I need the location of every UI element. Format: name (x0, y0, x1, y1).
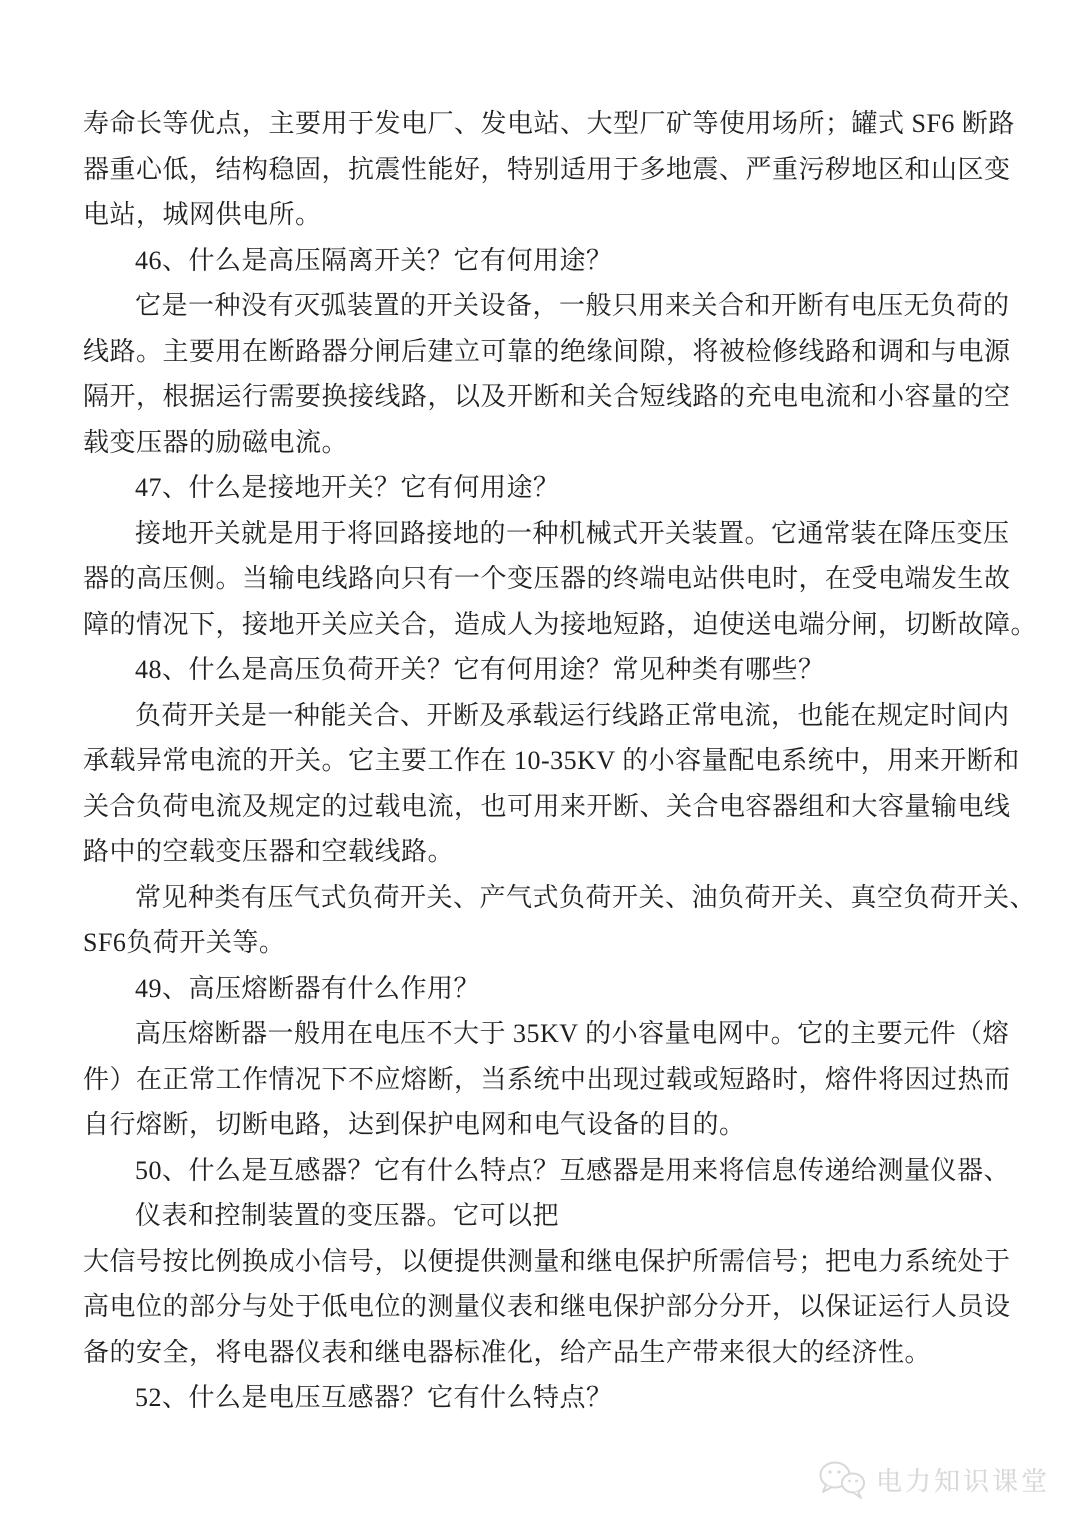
text-line: 高压熔断器一般用在电压不大于 35KV 的小容量电网中。它的主要元件（熔 (135, 1019, 1010, 1048)
text-line: 件）在正常工作情况下不应熔断，当系统中出现过载或短路时，熔件将因过热而 (83, 1064, 1011, 1094)
text-line: 路中的空载变压器和空载线路。 (83, 837, 455, 866)
text-line: 常见种类有压气式负荷开关、产气式负荷开关、油负荷开关、真空负荷开关、 (135, 882, 1037, 912)
text-line: 它是一种没有灭弧装置的开关设备，一般只用来关合和开断有电压无负荷的 (135, 291, 1010, 320)
text-line: 接地开关就是用于将回路接地的一种机械式开关装置。它通常装在降压变压 (135, 518, 1010, 548)
text-line: 52、什么是电压互感器？它有什么特点？ (135, 1383, 613, 1412)
text-line: 隔开，根据运行需要换接线路，以及开断和关合短线路的充电电流和小容量的空 (83, 382, 1011, 411)
text-line: SF6负荷开关等。 (83, 928, 286, 957)
text-line: 承载异常电流的开关。它主要工作在 10-35KV 的小容量配电系统中，用来开断和 (83, 746, 1020, 775)
text-line: 寿命长等优点，主要用于发电厂、发电站、大型厂矿等使用场所；罐式 SF6 断路 (83, 109, 1015, 138)
watermark-label: 电力知识课堂 (875, 1465, 1050, 1496)
text-line: 49、高压熔断器有什么作用？ (135, 973, 481, 1003)
text-line: 高电位的部分与处于低电位的测量仪表和继电保护部分分开，以保证运行人员设 (83, 1292, 1011, 1321)
text-line: 50、什么是互感器？它有什么特点？互感器是用来将信息传递给测量仪器、 (135, 1155, 1011, 1185)
text-line: 47、什么是接地开关？它有何用途？ (135, 473, 560, 502)
text-line: 障的情况下，接地开关应关合，造成人为接地短路，迫使送电端分闸，切断故障。 (83, 609, 1038, 639)
document-text (83, 101, 1038, 1421)
text-line: 负荷开关是一种能关合、开断及承载运行线路正常电流，也能在规定时间内 (135, 700, 1010, 730)
text-line: 电站，城网供电所。 (83, 200, 322, 229)
text-line: 48、什么是高压负荷开关？它有何用途？常见种类有哪些？ (135, 655, 825, 684)
text-line: 46、什么是高压隔离开关？它有何用途？ (135, 245, 613, 275)
text-line: 器的高压侧。当输电线路向只有一个变压器的终端电站供电时，在受电端发生故 (83, 564, 1011, 593)
watermark (817, 1458, 1050, 1500)
wechat-icon (817, 1458, 867, 1500)
text-line: 线路。主要用在断路器分闸后建立可靠的绝缘间隙，将被检修线路和调和与电源 (83, 336, 1011, 366)
text-line: 器重心低，结构稳固，抗震性能好，特别适用于多地震、严重污秽地区和山区变 (83, 154, 1011, 184)
text-line: 仪表和控制装置的变压器。它可以把 (135, 1201, 560, 1230)
text-line: 载变压器的励磁电流。 (83, 427, 349, 457)
text-line: 自行熔断，切断电路，达到保护电网和电气设备的目的。 (83, 1110, 746, 1139)
text-line: 关合负荷电流及规定的过载电流，也可用来开断、关合电容器组和大容量输电线 (83, 791, 1011, 821)
text-line: 大信号按比例换成小信号，以便提供测量和继电保护所需信号；把电力系统处于 (83, 1246, 1011, 1276)
text-line: 备的安全，将电器仪表和继电器标准化，给产品生产带来很大的经济性。 (83, 1337, 932, 1367)
